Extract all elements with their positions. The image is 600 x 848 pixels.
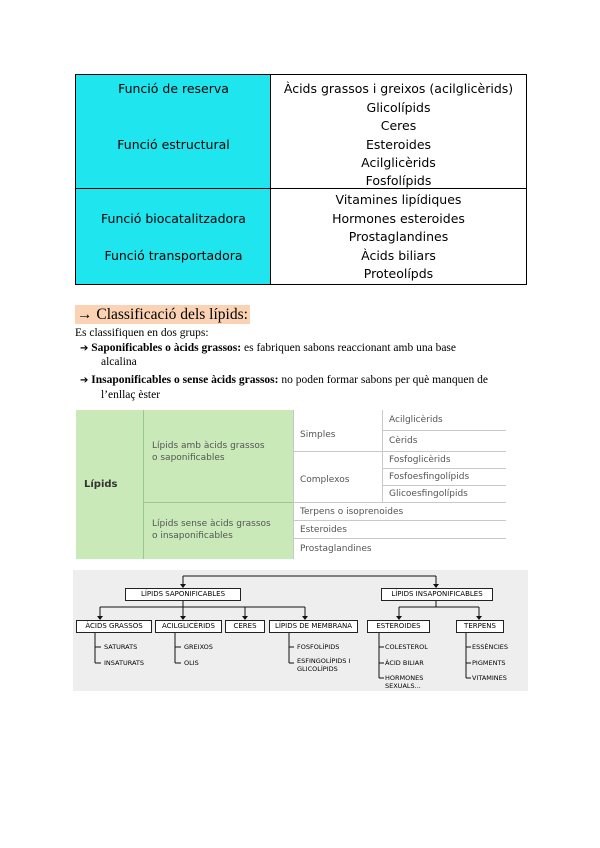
diagram-box-esteroides: ESTEROIDES — [367, 620, 430, 633]
function-item: Glicolípids — [366, 100, 431, 115]
bullet-term: Saponificables o àcids grassos: — [91, 342, 242, 354]
lipid-classification-diagram — [73, 570, 528, 691]
lipid-item: Esteroides — [300, 525, 347, 535]
lipid-item: Fosfoesfingolípids — [389, 472, 470, 482]
diagram-item: HORMONES — [385, 674, 424, 682]
bullet-text: es fabriquen sabons reaccionant amb una base — [243, 342, 457, 354]
diagram-item: OLIS — [184, 659, 199, 667]
function-item: Hormones esteroides — [332, 211, 465, 226]
intro-text: Es classifiquen en dos grups: — [75, 327, 209, 339]
functions-table — [75, 74, 527, 285]
bullet-text: no poden formar sabons per què manquen de — [281, 374, 488, 386]
section-heading: → Classificació dels lípids: — [77, 306, 248, 323]
function-item: Acilglicèrids — [361, 155, 436, 170]
diagram-box-ceres: CERES — [225, 620, 265, 633]
diagram-item: COLESTEROL — [385, 643, 428, 651]
table-divider — [76, 188, 526, 189]
diagram-item: ESFINGOLÍPIDS I — [297, 657, 351, 665]
bullet-saponificables — [80, 341, 528, 356]
function-label: Funció transportadora — [104, 248, 243, 263]
diagram-box-insaponificables: LÍPIDS INSAPONIFICABLES — [381, 588, 493, 601]
lipid-item: Fosfoglicèrids — [389, 455, 451, 465]
diagram-item: GLICOLÍPIDS — [297, 665, 338, 673]
diagram-item: ESSÈNCIES — [472, 643, 509, 651]
lipid-item: Glicoesfingolípids — [389, 489, 468, 499]
diagram-item: VITAMINES — [472, 674, 507, 682]
group-label: Lípids sense àcids grassos — [152, 519, 271, 529]
function-item: Proteolípds — [363, 266, 434, 281]
diagram-box-acilglicerids: ACILGLICÈRIDS — [155, 620, 222, 633]
bullet-text-continued: l’enllaç èster — [101, 389, 161, 401]
group-label: Lípids amb àcids grassos — [152, 441, 265, 451]
diagram-box-acids-grassos: ÀCIDS GRASSOS — [76, 620, 152, 633]
bullet-insaponificables — [80, 373, 528, 388]
diagram-item: SATURATS — [104, 643, 138, 651]
diagram-item: INSATURATS — [104, 659, 144, 667]
function-item: Esteroides — [365, 137, 432, 152]
function-label: Funció estructural — [117, 137, 230, 152]
arrow-icon: ➔ — [80, 375, 89, 386]
function-item: Àcids biliars — [361, 248, 436, 263]
subgroup-label: Complexos — [300, 475, 350, 485]
lipid-item: Cèrids — [389, 436, 418, 446]
diagram-item: PIGMENTS — [472, 659, 506, 667]
function-item: Fosfolípids — [365, 173, 432, 188]
diagram-item: GREIXOS — [184, 643, 213, 651]
function-item: Vitamines lipídiques — [335, 192, 462, 207]
subgroup-label: Simples — [300, 430, 336, 440]
group-label: o saponificables — [152, 453, 225, 463]
function-item: Àcids grassos i greixos (acilglicèrids) — [283, 81, 514, 96]
function-item: Ceres — [380, 118, 417, 133]
lipid-item: Prostaglandines — [300, 544, 372, 554]
function-label: Funció biocatalitzadora — [101, 211, 246, 226]
root-label: Lípids — [84, 479, 118, 490]
diagram-box-saponificables: LÍPIDS SAPONIFICABLES — [125, 588, 241, 601]
classification-table — [76, 410, 506, 559]
bullet-text-continued: alcalina — [101, 356, 137, 368]
arrow-icon: ➔ — [80, 343, 89, 354]
group-label: o insaponificables — [152, 531, 233, 541]
function-item: Prostaglandines — [348, 229, 449, 244]
diagram-box-terpens: TERPENS — [456, 620, 504, 633]
bullet-term: Insaponificables o sense àcids grassos: — [91, 374, 279, 386]
diagram-item: FOSFOLÍPIDS — [297, 643, 340, 651]
lipid-item: Acilglicèrids — [389, 415, 443, 425]
lipid-item: Terpens o isoprenoides — [300, 507, 404, 517]
function-cell-group-2 — [76, 189, 271, 284]
function-label: Funció de reserva — [118, 81, 229, 96]
diagram-box-lipids-membrana: LÍPIDS DE MEMBRANA — [269, 620, 358, 633]
diagram-item: SEXUALS... — [385, 682, 421, 690]
diagram-item: ÀCID BILIAR — [385, 659, 424, 667]
